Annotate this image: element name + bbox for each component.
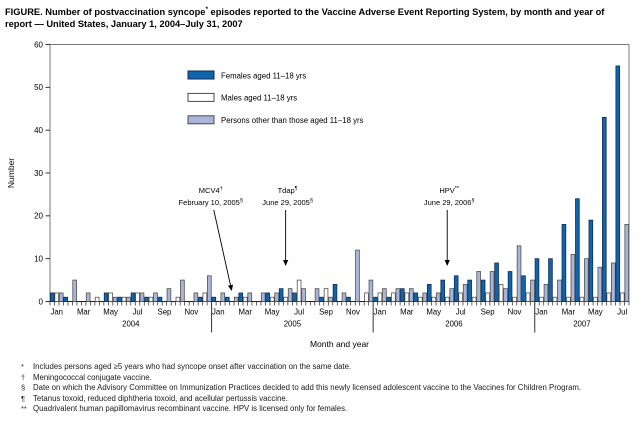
- month-label: May: [426, 307, 442, 317]
- bar-s2-m18: [302, 289, 306, 302]
- bar-s2-m22: [356, 250, 360, 301]
- bar-s1-m6: [136, 293, 140, 302]
- bar-s0-m25: [387, 297, 391, 301]
- annotation-MCV4-name: MCV4†: [198, 186, 223, 195]
- bar-s2-m14: [248, 293, 252, 302]
- footnote-marker: §: [21, 383, 26, 393]
- month-label: May: [103, 307, 118, 317]
- footnote-marker: †: [21, 372, 26, 382]
- bar-s2-m38: [571, 254, 575, 301]
- bar-s1-m32: [486, 293, 490, 302]
- month-label: Jan: [212, 307, 225, 317]
- bar-s1-m23: [365, 293, 369, 302]
- bar-s0-m26: [400, 289, 404, 302]
- bar-s0-m6: [131, 293, 135, 302]
- month-label: Sep: [480, 307, 495, 317]
- month-label: Jul: [455, 307, 466, 317]
- bar-s0-m4: [104, 293, 108, 302]
- footnote-5: [21, 404, 622, 415]
- bar-s0-m34: [508, 272, 512, 302]
- annotation-HPV-name: HPV**: [439, 186, 460, 195]
- bar-s0-m40: [589, 220, 593, 301]
- annotation-MCV4-arrow-head: [228, 285, 234, 292]
- footnote-2: [21, 373, 622, 384]
- y-axis-title: Number: [6, 157, 16, 189]
- bar-s0-m31: [468, 280, 472, 301]
- bar-s1-m37: [553, 297, 557, 301]
- bar-s0-m24: [374, 297, 378, 301]
- bar-s0-m21: [333, 284, 337, 301]
- bar-s2-m2: [86, 293, 90, 302]
- legend-label-0: Females aged 11–18 yrs: [221, 71, 307, 81]
- bar-s1-m40: [593, 297, 597, 301]
- bar-s2-m33: [504, 289, 508, 302]
- bar-s1-m36: [540, 297, 544, 301]
- year-label: 2006: [445, 319, 463, 329]
- bar-s1-m5: [122, 297, 126, 301]
- bar-s2-m27: [423, 293, 427, 302]
- bar-s2-m31: [477, 272, 481, 302]
- footnote-text: Quadrivalent human papillomavirus recombinant vaccine. HPV is licensed only for females.: [33, 404, 348, 414]
- y-tick-label: 20: [34, 211, 43, 221]
- bar-s1-m27: [418, 297, 422, 301]
- annotation-Tdap-arrow-head: [283, 260, 288, 266]
- footnote-marker: *: [21, 362, 24, 371]
- bar-s2-m26: [409, 289, 413, 302]
- month-label: Jan: [373, 307, 387, 317]
- bar-s2-m29: [450, 289, 454, 302]
- month-label: May: [264, 307, 280, 317]
- bar-s1-m39: [580, 297, 584, 301]
- bar-s0-m41: [602, 117, 606, 301]
- title-footnote-marker: *: [205, 6, 208, 13]
- month-label: Nov: [507, 307, 522, 317]
- bar-s2-m13: [234, 297, 238, 301]
- bar-s1-m0: [55, 293, 59, 302]
- bar-s0-m13: [225, 297, 229, 301]
- bar-s0-m27: [414, 293, 418, 302]
- month-label: Jul: [617, 307, 628, 317]
- bar-s1-m7: [149, 297, 153, 301]
- footnote-4: [21, 394, 622, 405]
- year-label: 2005: [283, 319, 302, 329]
- bar-s2-m20: [329, 297, 333, 301]
- bar-s1-m26: [405, 293, 409, 302]
- bar-s2-m9: [181, 280, 185, 301]
- bar-s0-m14: [239, 293, 243, 302]
- bar-s2-m37: [558, 280, 562, 301]
- bar-s1-m18: [297, 280, 301, 301]
- legend-label-2: Persons other than those aged 11–18 yrs: [221, 116, 364, 126]
- bar-s0-m5: [118, 297, 122, 301]
- y-tick-label: 40: [34, 125, 43, 135]
- footnote-text: Tetanus toxoid, reduced diphtheria toxoid, and acellular pertussis vaccine.: [33, 393, 288, 403]
- bar-s0-m42: [616, 66, 620, 302]
- bar-s2-m36: [544, 284, 548, 301]
- footnote-text: Includes persons aged ≥5 years who had syncope onset after vaccination on the same date.: [33, 362, 352, 371]
- bar-s0-m29: [441, 280, 445, 301]
- bar-s2-m28: [436, 293, 440, 302]
- bar-s0-m22: [347, 297, 351, 301]
- bar-s1-m20: [324, 289, 328, 302]
- footnote-text: Meningococcal conjugate vaccine.: [33, 372, 152, 382]
- bar-s1-m38: [567, 297, 571, 301]
- legend-swatch-1: [188, 93, 214, 101]
- bar-s2-m19: [315, 289, 319, 302]
- bar-s1-m3: [95, 297, 99, 301]
- year-label: 2004: [122, 319, 140, 329]
- bar-s0-m1: [64, 297, 68, 301]
- bar-s0-m33: [495, 263, 499, 302]
- bar-s0-m17: [279, 289, 283, 302]
- bar-s0-m12: [212, 297, 216, 301]
- bar-s2-m34: [517, 246, 521, 302]
- bar-s0-m30: [454, 276, 458, 302]
- month-label: Jan: [50, 307, 64, 317]
- bar-s2-m17: [288, 289, 292, 302]
- bar-s2-m41: [611, 263, 615, 302]
- bar-s0-m37: [549, 259, 553, 302]
- figure-title: FIGURE. Number of postvaccination syncope* episodes reported to the Vaccine Adverse Event Reporting System, by month and year of report — United States, January 1, 2004–July 31, 2007: [5, 6, 605, 29]
- bar-s1-m14: [243, 297, 247, 301]
- annotation-MCV4-date: February 10, 2005§: [178, 198, 243, 207]
- bar-s1-m11: [203, 293, 207, 302]
- bar-s2-m4: [113, 297, 117, 301]
- bar-s1-m25: [391, 293, 395, 302]
- y-tick-label: 10: [34, 254, 43, 264]
- bar-s0-m18: [293, 293, 297, 302]
- bar-s2-m24: [382, 289, 386, 302]
- bar-s1-m30: [459, 293, 463, 302]
- bar-s1-m41: [607, 293, 611, 302]
- bar-s1-m31: [472, 297, 476, 301]
- bar-s0-m38: [562, 224, 566, 301]
- bar-s1-m16: [270, 297, 274, 301]
- bar-s2-m8: [167, 289, 171, 302]
- legend-swatch-2: [188, 116, 214, 124]
- bar-s1-m42: [620, 293, 624, 302]
- bar-s2-m35: [531, 280, 535, 301]
- bar-s0-m35: [522, 276, 526, 302]
- bar-s2-m5: [127, 297, 131, 301]
- bar-s0-m39: [575, 199, 579, 302]
- footnote-marker: ¶: [21, 393, 25, 403]
- month-label: Nov: [184, 307, 199, 317]
- month-label: Nov: [346, 307, 360, 317]
- y-tick-label: 60: [34, 40, 43, 50]
- month-label: Sep: [319, 307, 333, 317]
- bar-s2-m40: [598, 267, 602, 301]
- annotation-MCV4-arrow-line: [214, 210, 231, 286]
- footnote-marker: **: [21, 404, 27, 414]
- bar-s0-m36: [535, 259, 539, 302]
- bar-s2-m42: [625, 224, 629, 301]
- bar-s1-m4: [109, 293, 113, 302]
- footnote-3: [21, 383, 622, 394]
- bar-s2-m6: [140, 293, 144, 302]
- bar-s2-m10: [194, 293, 198, 302]
- footnote-1: [21, 362, 622, 373]
- bar-s1-m29: [445, 297, 449, 301]
- bar-s1-m34: [513, 297, 517, 301]
- bar-s2-m30: [463, 284, 467, 301]
- y-tick-label: 30: [34, 168, 43, 178]
- month-label: Mar: [561, 307, 576, 317]
- bar-s0-m16: [266, 293, 270, 302]
- month-label: Jul: [294, 307, 305, 317]
- bar-s0-m11: [198, 297, 202, 301]
- month-label: Mar: [238, 307, 252, 317]
- bar-s2-m23: [369, 280, 373, 301]
- month-label: Jan: [535, 307, 548, 317]
- bar-s0-m20: [320, 297, 324, 301]
- bar-s2-m11: [207, 276, 211, 302]
- y-tick-label: 50: [34, 83, 43, 93]
- bar-s1-m17: [284, 297, 288, 301]
- bar-s2-m15: [261, 293, 265, 302]
- bar-s1-m9: [176, 297, 180, 301]
- x-axis-title: Month and year: [309, 339, 370, 349]
- footnotes: [21, 362, 622, 415]
- month-label: Sep: [157, 307, 172, 317]
- bar-s2-m25: [396, 289, 400, 302]
- annotation-HPV-arrow-head: [445, 260, 450, 266]
- bar-s0-m8: [158, 297, 162, 301]
- bar-s2-m0: [59, 293, 63, 302]
- plot-border: [50, 45, 629, 302]
- bar-s2-m16: [275, 293, 279, 302]
- month-label: Mar: [400, 307, 414, 317]
- bar-s2-m12: [221, 293, 225, 302]
- bar-s2-m21: [342, 293, 346, 302]
- month-label: May: [587, 307, 603, 317]
- bar-s0-m0: [50, 293, 54, 302]
- bar-s0-m32: [481, 280, 485, 301]
- bar-s2-m7: [154, 293, 158, 302]
- annotation-Tdap-name: Tdap¶: [277, 186, 298, 195]
- y-tick-label: 0: [38, 297, 43, 307]
- annotation-HPV-date: June 29, 2006§: [423, 198, 475, 207]
- bar-s2-m1: [73, 280, 77, 301]
- legend-label-1: Males aged 11–18 yrs: [221, 93, 298, 103]
- bar-s1-m24: [378, 293, 382, 302]
- bar-s0-m28: [427, 284, 431, 301]
- bar-s1-m33: [499, 284, 503, 301]
- month-label: Mar: [76, 307, 91, 317]
- bar-s1-m28: [432, 297, 436, 301]
- legend-swatch-0: [188, 71, 214, 79]
- annotation-Tdap-date: June 29, 2005§: [262, 198, 313, 207]
- month-label: Jul: [132, 307, 143, 317]
- bar-s1-m35: [526, 293, 530, 302]
- year-label: 2007: [573, 319, 591, 329]
- bar-s0-m7: [145, 297, 149, 301]
- footnote-text: Date on which the Advisory Committee on Immunization Practices decided to add this newly licensed adolescent vaccine to the Vaccines for Children Program.: [33, 383, 582, 393]
- bar-s2-m39: [584, 259, 588, 302]
- bar-s2-m32: [490, 272, 494, 302]
